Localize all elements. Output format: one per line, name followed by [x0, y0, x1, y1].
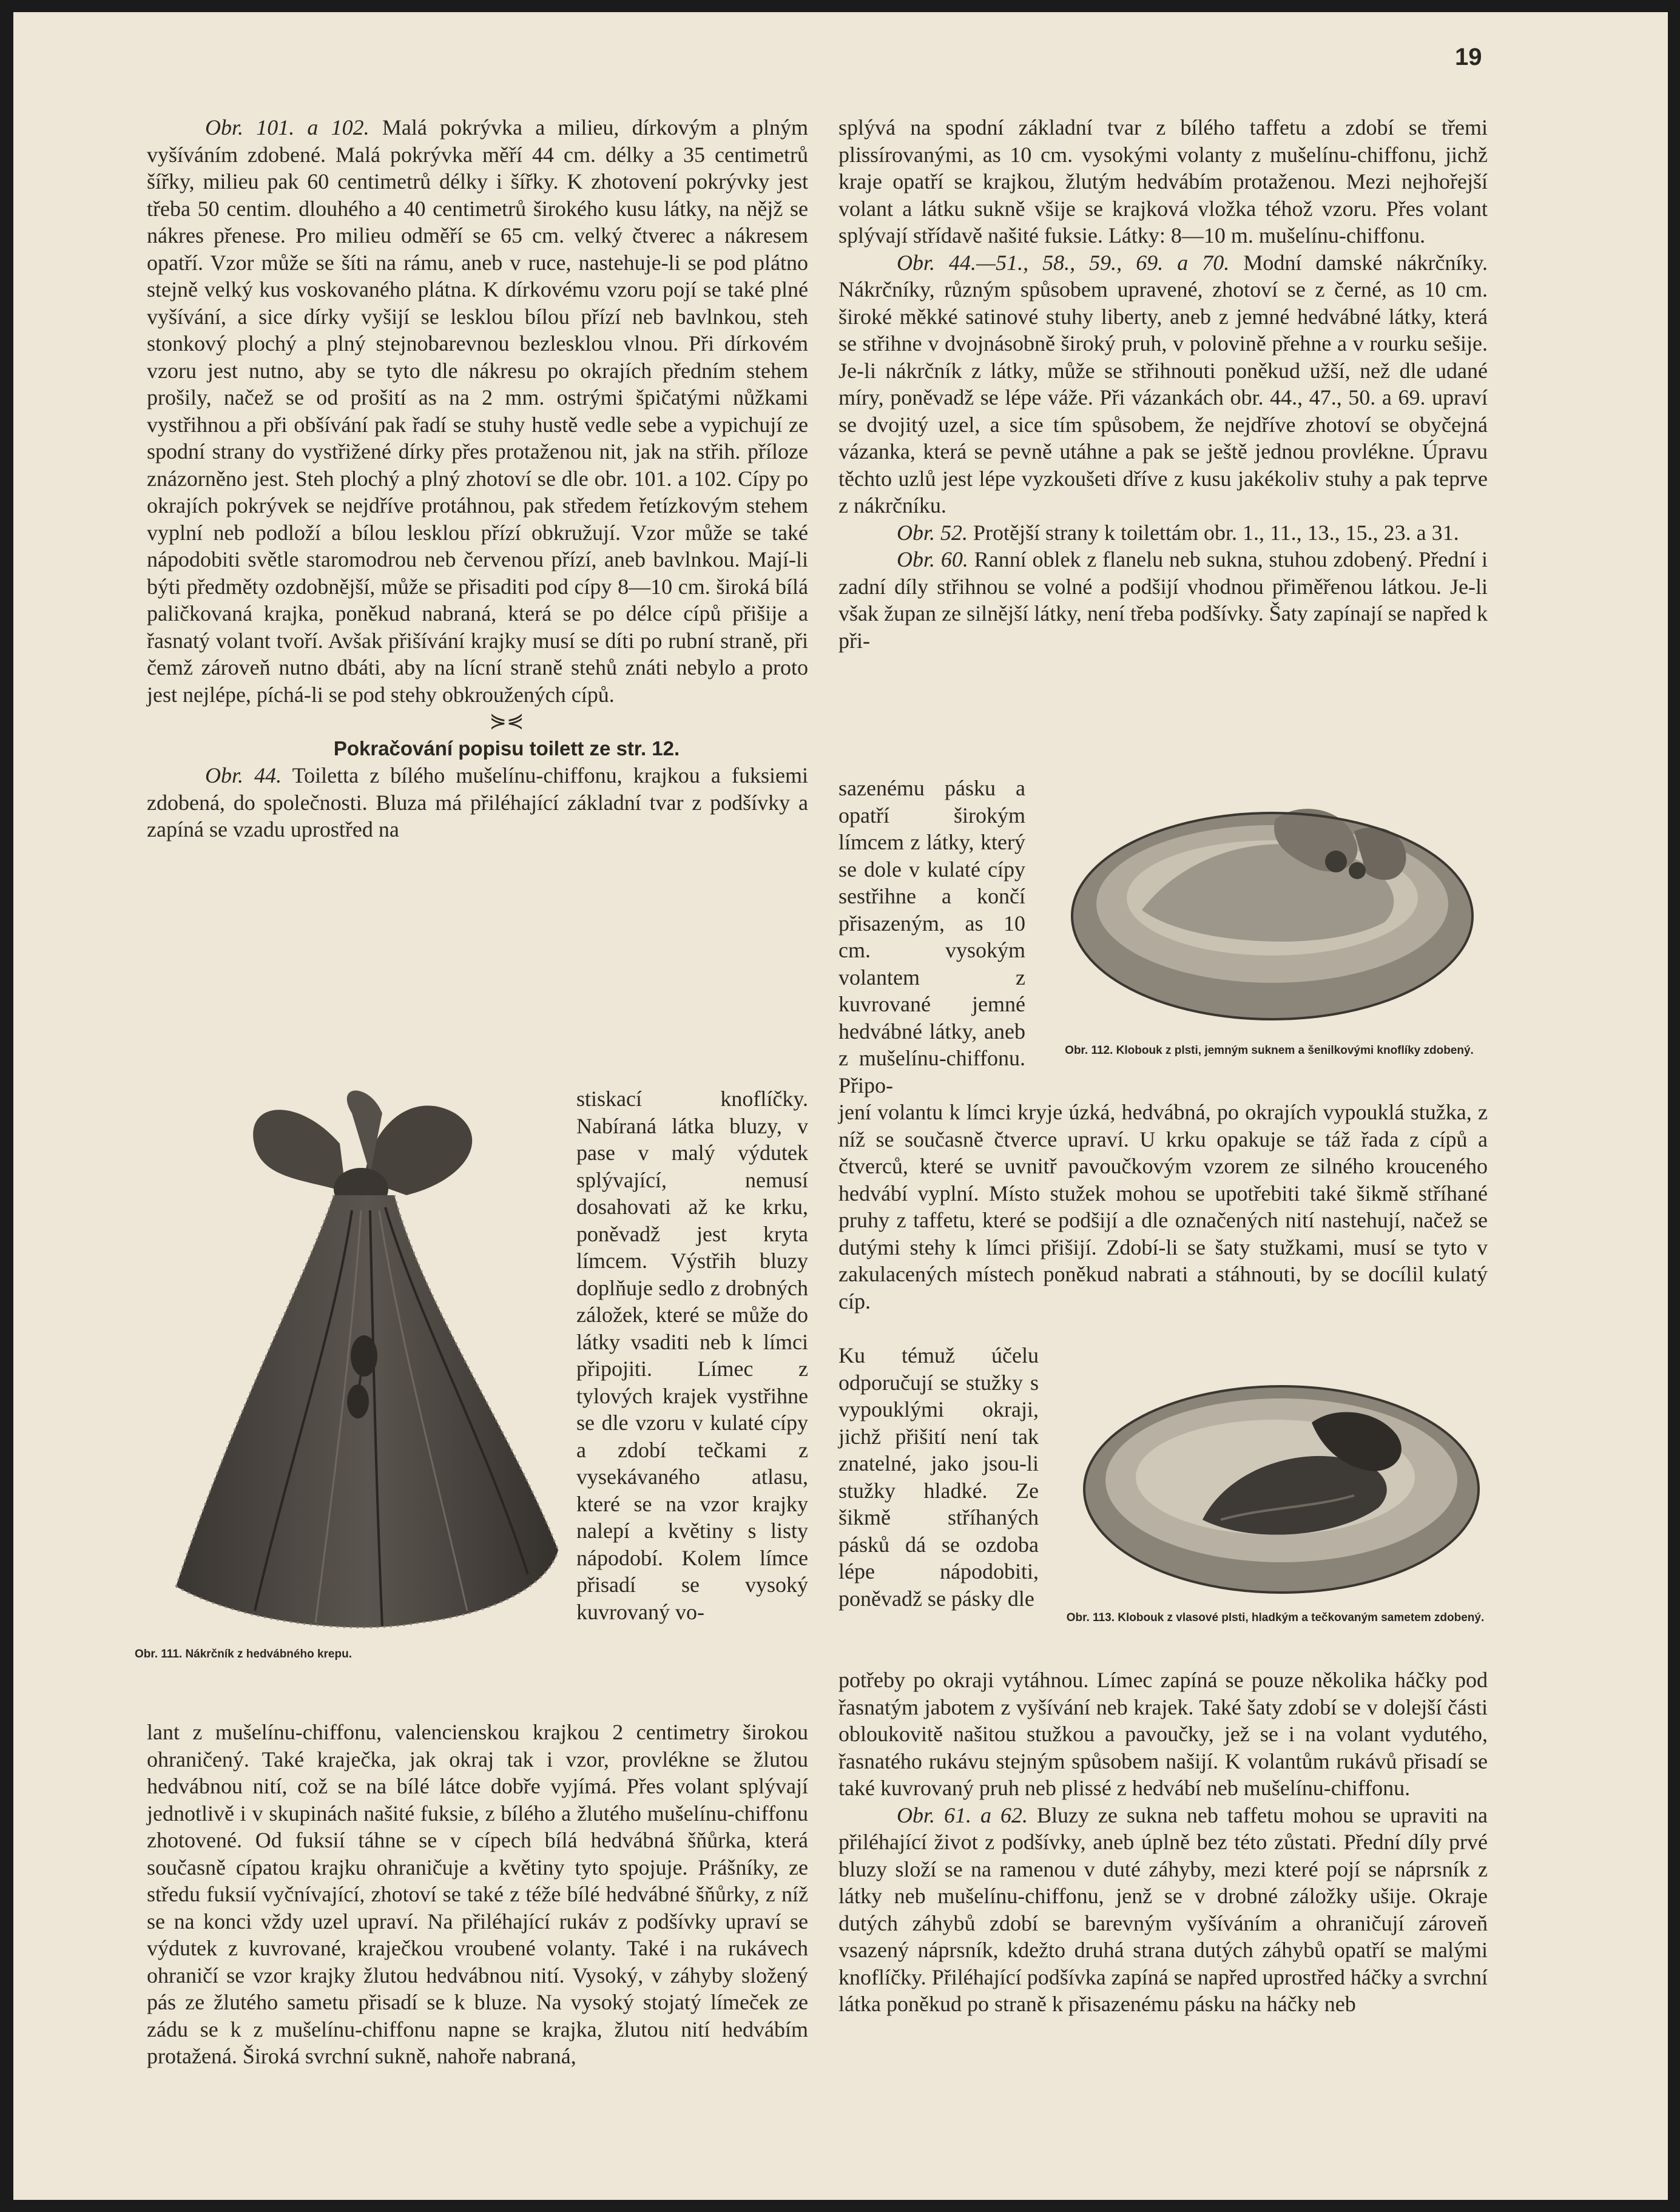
left-wrap-text [576, 1085, 808, 1625]
page-number: 19 [1455, 44, 1482, 70]
paragraph-text: Protější strany k toilettám obr. 1., 11., 13., 15., 23. a 31. [973, 520, 1459, 545]
paragraph-obr-60 [838, 546, 1488, 654]
right-column-middle [838, 1099, 1488, 1315]
left-column-top [147, 114, 808, 843]
paragraph-obr-113-continued: potřeby po okraji vytáhnou. Límec zapíná se pouze několika háčky pod řasnatým jabotem z vyšívání neb krajek. Také šaty zdobí se v dolejší části obloukovitě našitou stužkou a pavoučky, jež se i na volant vydutého, řasnatého rukávu stejným spůsobem našijí. K volantům rukávů přisadí se také kuvrovaný pruh neb plissé z hedvábí neb mušelínu-chiffonu. [838, 1668, 1488, 1800]
figure-112-image [1069, 795, 1476, 1037]
figure-111-caption: Obr. 111. Nákrčník z hedvábného krepu. [135, 1648, 352, 1661]
figure-reference: Obr. 101. a 102. [205, 115, 369, 140]
paragraph-obr-101 [147, 114, 808, 708]
wrap-paragraph: Ku témuž účelu odporučují se stužky s vypouklými okraji, jichž přišití není tak znatelné, jako jsou-li stužky hladké. Ze šikmě stříhaných pásků dá se ozdoba lépe nápodobiti, poněvadž se pásky dle [838, 1343, 1039, 1611]
silk-neckerchief-illustration [152, 1089, 576, 1647]
ornament-divider: ⋟⋞ [489, 710, 524, 732]
right-wrap-text-113 [838, 1342, 1039, 1612]
paragraph-text: Modní damské nákrčníky. Nákrčníky, různým spůsobem upravené, zhotoví se z černé, as 10 cm. široké měkké satinové stuhy liberty, aneb z jemné hedvábné látky, která se střihne v dvojnásobně široký pruh, v polovině přehne a v rourku sešije. Je-li nákrčník z látky, může se střihnouti poněkud užší, než dle udané míry, poněvadž se lépe váže. Při vázankách obr. 44., 47., 50. a 69. upraví se dvojitý uzel, a sice tím spůsobem, že nejdříve zhotoví se obyčejná vázanka, která se pevně utáhne a pak se ještě jednou provlékne. Úpravu těchto uzlů jest lépe vyzkoušeti dříve z kusu jakékoliv stuhy a pak teprve z nákrčníku. [838, 250, 1488, 518]
figure-reference: Obr. 44. [205, 763, 282, 787]
paragraph-obr-61 [838, 1802, 1488, 2018]
figure-reference: Obr. 44.—51., 58., 59., 69. a 70. [897, 250, 1230, 275]
paragraph-obr-44-70 [838, 249, 1488, 519]
right-column-top [838, 114, 1488, 654]
wrap-paragraph: sazenému pásku a opatří širokým límcem z látky, který se dole v kulaté cípy sestřihne a končí přisazeným, as 10 cm. vysokým volantem z kuvrované jemné hedvábné látky, aneb z mušelínu-chiffonu. Připo- [838, 776, 1025, 1098]
page [13, 12, 1668, 2200]
paragraph-obr-60-continued: jení volantu k límci kryje úzká, hedvábná, po okrajích vypouklá stužka, z níž se současně čtverce upraví. U krku opakuje se táž řada z cípů a čtverců, které se uvnitř pavoučkovým vzorem ze silného krouceného hedvábí vyplní. Místo stužek mohou se upotřebiti také šikmě stříhané pruhy z taffetu, které se podšijí a dle označených nití nastehují, načež se dutými stehy k límci přišijí. Zdobí-li se šaty stužkami, musí se tyto v zakulacených místech poněkud nabrati a stáhnouti, by se docílil kulatý cíp. [838, 1100, 1488, 1313]
left-column-bottom [147, 1719, 808, 2070]
paragraph-text: Ranní oblek z flanelu neb sukna, stuhou zdobený. Přední i zadní díly střihnou se volné a podšijí vhodnou přiměřenou látkou. Je-li však župan ze silnější látky, není třeba podšívky. Šaty zapínají se napřed k při- [838, 547, 1488, 653]
figure-113-image [1081, 1368, 1482, 1605]
paragraph-obr-44 [147, 762, 808, 843]
figure-reference: Obr. 60. [897, 547, 968, 572]
figure-111-image [152, 1089, 576, 1647]
paragraph-text: Malá pokrývka a milieu, dírkovým a plným vyšíváním zdobené. Malá pokrývka měří 44 cm. délky a 35 centimetrů šířky, milieu pak 60 centimetrů délky i šířky. K zhotovení pokrývky jest třeba 50 centim. dlouhého a 40 centimetrů širokého kusu látky, na nějž se nákres přenese. Pro milieu odměří se 65 cm. velký čtverec a nákresem opatří. Vzor může se šíti na rámu, aneb v ruce, nastehuje-li se pod plátno stejně velký kus voskovaného plátna. K dírkovému vzoru pojí se také plné vyšívání, a sice dírky vyšijí se lesklou bílou přízí neb bavlnkou, steh stonkový plochý a plný stejnobarevnou bezlesklou vlnou. Při dírkovém vzoru jest nutno, aby se tyto dle nákresu po okrajích předním stehem prošily, načež se od prošití as na 2 mm. ostrými špičatými nůžkami vystřihnou a při obšívání pak řadí se stuhy hustě vedle sebe a vypichují ze spodní strany do vystřižené dírky přes protaženou nit, jak na střih. příloze znázorněno jest. Steh plochý a plný zhotoví se dle obr. 101. a 102. Cípy po okrajích pokrývek se nejdříve protáhnou, pak středem řetízkovým stehem vyplní neb podloží a bílou lesklou přízí obkružují. Vzor může se také nápodobiti světle staromodrou neb červenou přízí, aneb bavlnkou. Mají-li býti předměty ozdobnější, může se přisaditi pod cípy 8—10 cm. široká bílá paličkovaná krajka, poněkud nabraná, která se po délce cípů přišije a řasnatý volant tvoří. Avšak přišívání krajky musí se díti po rubní straně, při čemž zároveň nutno dbáti, aby na lícní straně stehů znáti nebylo a proto jest nejlépe, píchá-li se pod stehy obkroužených cípů. [147, 115, 809, 707]
paragraph-continued: splývá na spodní základní tvar z bílého taffetu a zdobí se třemi plissírovanými, as 10 cm. vysokými volanty z mušelínu-chiffonu, jichž kraje opatří se krajkou, žlutým hedvábím protaženou. Mezi nejhořejší volant a látku sukně všije se krajková vložka téhož vzoru. Přes volant splývají střídavě našité fuksie. Látky: 8—10 m. mušelínu-chiffonu. [838, 115, 1488, 248]
figure-reference: Obr. 52. [897, 520, 968, 545]
paragraph-obr-44-continued: lant z mušelínu-chiffonu, valencienskou krajkou 2 centimetry širokou ohraničený. Také kraječka, jak okraj tak i vzor, provlékne se žlutou hedvábnou nití, což se na bílé látce dobře vyjímá. Přes volant splývají jednotlivě i v skupinách našité fuksie, z bílého a žlutého mušelínu-chiffonu zhotovené. Od fuksií táhne se v cípech bílá hedvábná šňůrka, která současně cípatou krajku ohraničuje a květiny tyto spojuje. Prášníky, ze středu fuksií vyčnívající, zhotoví se také z téže bílé hedvábné šňůrky, z níž se na konci vždy uzel upraví. Na přiléhající rukáv z podšívky upraví se výdutek z kuvrované, kraječkou vroubené volanty. Také i na rukávech ohraničí se vzor krajky žlutou hedvábnou nití. Vysoký, v záhyby složený pás ze žlutého sametu přisadí se k bluze. Na vysoký stojatý límeček ze zádu se k z mušelínu-chiffonu napne se krajka, žlutou nití hedvábím protažená. Široká svrchní sukně, nahoře nabraná, [147, 1720, 808, 2068]
right-column-bottom [838, 1667, 1488, 2018]
figure-112-caption: Obr. 112. Klobouk z plsti, jemným suknem a šenilkovými knoflíky zdobený. [1065, 1044, 1474, 1057]
paragraph-obr-52 [838, 519, 1488, 547]
paragraph-text: Bluzy ze sukna neb taffetu mohou se upraviti na přiléhající život z podšívky, aneb úplně bez této zůstati. Přední díly prvé bluzy složí se na ramenou v duté záhyby, mezi které pojí se náprsník z látky neb mušelínu-chiffonu, jenž se v drobné záložky ušije. Okraje dutých záhybů zdobí se barevným vyšíváním a ohraničují zároveň vsazený náprsník, kdežto druhá strana dutých záhybů opatří se malými knoflíčky. Přiléhající podšívka zapíná se napřed uprostřed háčky a svrchní látka poněkud po straně k přisazenému pásku na háčky neb [838, 1802, 1488, 2016]
figure-113-caption: Obr. 113. Klobouk z vlasové plsti, hladkým a tečkovaným sametem zdobený. [1066, 1611, 1485, 1624]
paragraph-text: Toiletta z bílého mušelínu-chiffonu, krajkou a fuksiemi zdobená, do společnosti. Bluza má přiléhající základní tvar z podšívky a zapíná se vzadu uprostřed na [147, 763, 808, 841]
figure-reference: Obr. 61. a 62. [897, 1802, 1028, 1827]
felt-hat-illustration [1069, 795, 1476, 1037]
section-heading: Pokračování popisu toilett ze str. 12. [333, 737, 680, 760]
velvet-hat-illustration [1081, 1368, 1482, 1605]
wrap-paragraph: stiskací knoflíčky. Nabíraná látka bluzy, v pase v malý výdutek splývající, nemusí dosahovati až ke krku, poněvadž jest kryta límcem. Výstřih bluzy doplňuje sedlo z drobných záložek, které se může do látky vsaditi neb k límci připojiti. Límec z tylových krajek vystřihne se dle vzoru v kulaté cípy a zdobí tečkami z vysekávaného atlasu, které se na vzor krajky nalepí a květiny s listy nápodobí. Kolem límce přisadí se vysoký kuvrovaný vo- [576, 1087, 808, 1624]
right-wrap-text-112 [838, 775, 1025, 1099]
